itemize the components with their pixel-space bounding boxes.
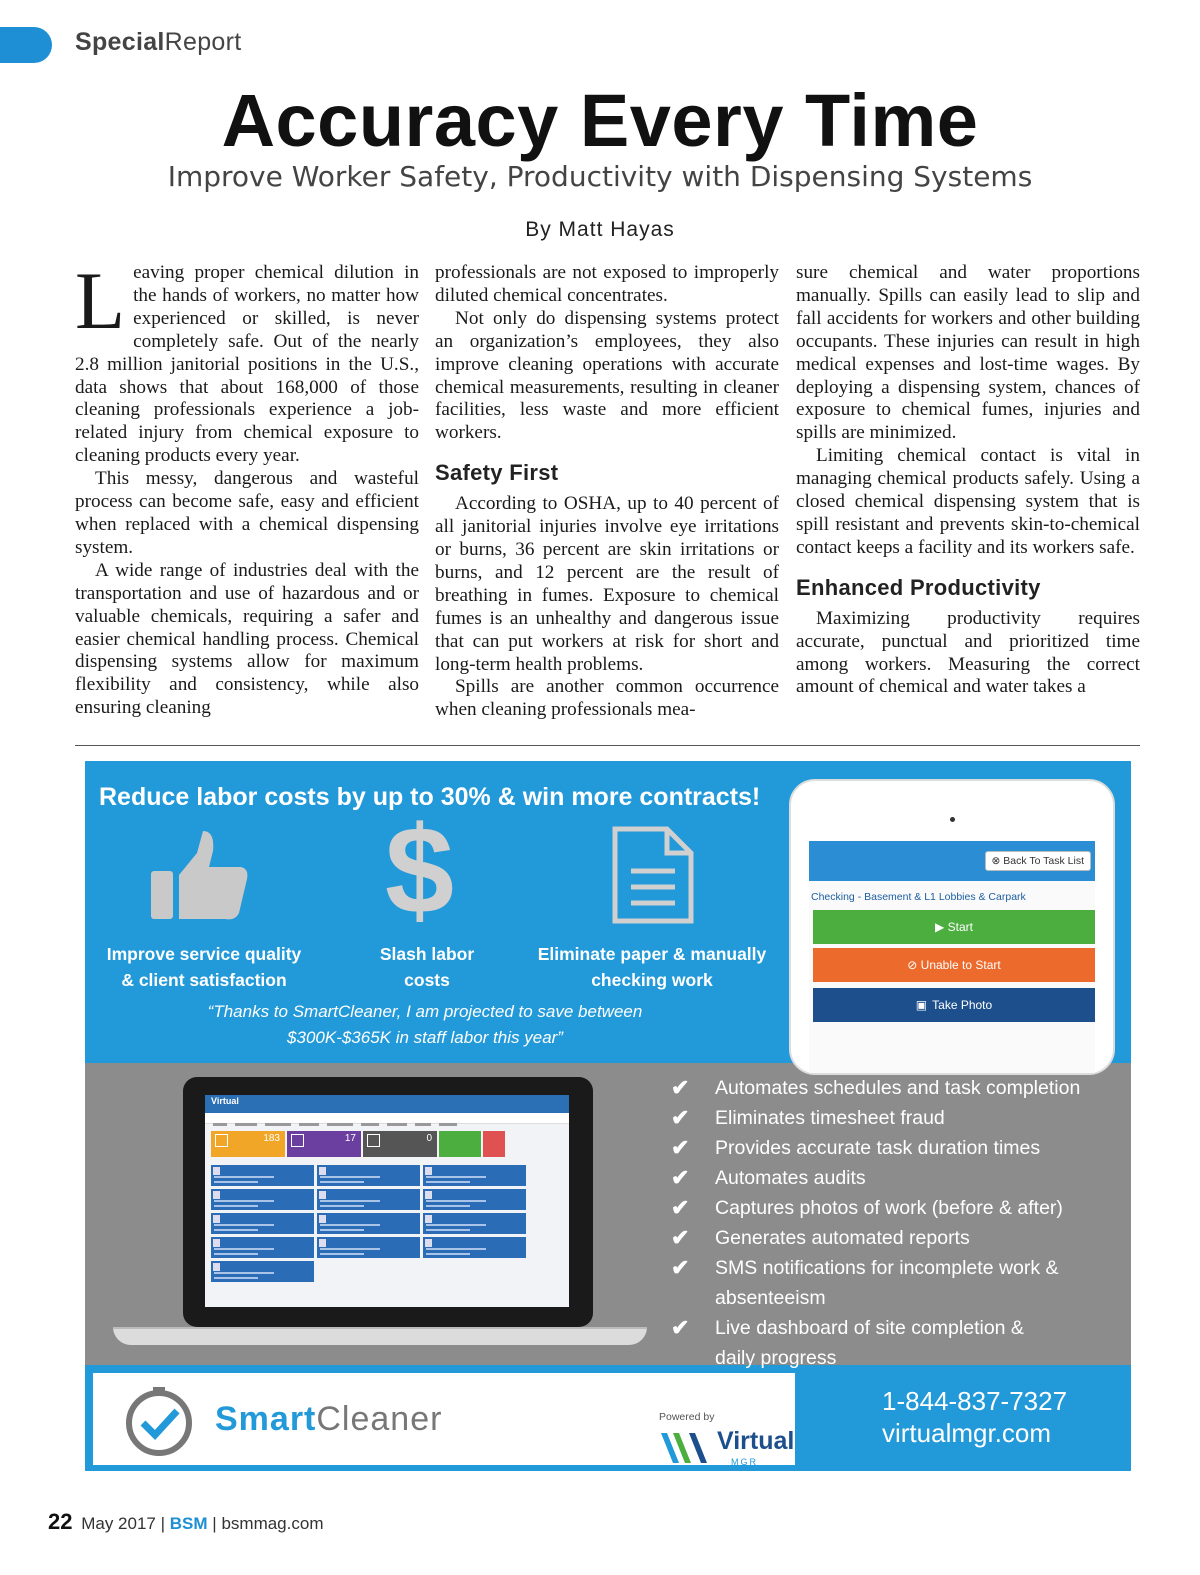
phone-number[interactable]: 1-844-837-7327: [882, 1386, 1068, 1416]
article-subtitle: Improve Worker Safety, Productivity with Dispensing Systems: [167, 160, 1033, 193]
feature-checklist: [671, 1073, 1111, 1373]
checkmark-icon: ✔: [671, 1105, 690, 1130]
checkmark-icon: ✔: [671, 1165, 690, 1190]
smartcleaner-logo: SmartCleaner: [215, 1400, 443, 1438]
staff-card: [317, 1165, 420, 1186]
feature-service-quality: Improve service quality & client satisfaction: [106, 944, 302, 990]
laptop-dashboard: [205, 1095, 569, 1307]
kpi-tile: 0: [363, 1131, 437, 1157]
ad-brand-strip: [93, 1373, 795, 1465]
take-photo-button[interactable]: ▣ Take Photo: [813, 988, 1095, 1022]
clock-check-icon: [121, 1383, 197, 1459]
checklist-item: ✔ SMS notifications for incomplete work & absenteeism: [671, 1255, 1059, 1309]
paragraph: professionals are not exposed to improperly diluted chemical concentrates.: [435, 262, 779, 306]
laptop-base: [113, 1327, 647, 1345]
staff-card: [317, 1213, 420, 1234]
ad-headline: Reduce labor costs by up to 30% & win more contracts!: [99, 783, 761, 811]
magazine-site[interactable]: bsmmag.com: [221, 1514, 324, 1533]
checkmark-icon: ✔: [671, 1315, 690, 1340]
staff-card: [211, 1189, 314, 1210]
column-2: [435, 262, 779, 740]
camera-dot: [950, 817, 955, 822]
staff-card: [423, 1237, 526, 1258]
tablet-screen: [809, 841, 1095, 1073]
column-1: [75, 262, 419, 740]
ad-contact[interactable]: [882, 1385, 1067, 1449]
magazine-name: BSM: [169, 1514, 208, 1533]
paragraph: sure chemical and water proportions manually. Spills can easily lead to slip and fall accidents for workers and other building occupants. These injuries can result in high medical expenses and lost-time wages. By deploying a dispensing system, chances of exposure to chemical fumes, injuries and spills are minimized.: [796, 262, 1140, 444]
paragraph: Leaving proper chemical dilution in the hands of workers, no matter how experienced or skilled, is never completely safe. Out of the nearly 2.8 million janitorial positions in the U.S., data shows that about 168,000 of those cleaning professionals experience a job-related injury from chemical exposure to cleaning products every year.: [75, 262, 419, 467]
dashboard-topbar: [205, 1095, 569, 1113]
checklist-item: ✔ Eliminates timesheet fraud: [671, 1103, 1111, 1133]
staff-card: [423, 1189, 526, 1210]
website-link[interactable]: virtualmgr.com: [882, 1418, 1052, 1448]
staff-card: [423, 1213, 526, 1234]
kpi-tile: 17: [287, 1131, 361, 1157]
checkmark-icon: ✔: [671, 1195, 690, 1220]
subheading-enhanced-productivity: Enhanced Productivity: [796, 574, 1041, 600]
dropcap: L: [75, 262, 126, 346]
checklist-item: ✔ Captures photos of work (before & after): [671, 1193, 1111, 1223]
kpi-tile: [483, 1131, 505, 1157]
testimonial-quote: “Thanks to SmartCleaner, I am projected to save between $300K-$365K in staff labor this year”: [207, 1002, 643, 1047]
virtualmgr-sub: MGR: [731, 1457, 758, 1467]
feature-eliminate-paper: Eliminate paper & manually checking work: [537, 944, 767, 990]
checkmark-icon: ✔: [671, 1135, 690, 1160]
checkmark-icon: ✔: [671, 1225, 690, 1250]
document-icon: [611, 825, 695, 925]
thumbs-up-icon: [147, 827, 251, 923]
checkmark-icon: ✔: [671, 1255, 690, 1280]
section-label: SpecialReport: [75, 28, 242, 56]
page-number: 22: [48, 1509, 73, 1534]
paragraph: Not only do dispensing systems protect an organization’s employees, they also improve cleaning operations with accurate chemical measurements, resulting in cleaner facilities, less waste and more efficient workers.: [435, 307, 779, 444]
laptop-mockup: [113, 1077, 647, 1349]
tablet-mockup: [789, 779, 1115, 1075]
checklist-item: ✔ Provides accurate task duration times: [671, 1133, 1111, 1163]
checklist-item: ✔ Automates schedules and task completion: [671, 1073, 1111, 1103]
checklist-item: ✔ Live dashboard of site completion & daily progress: [671, 1315, 1024, 1369]
staff-card: [211, 1165, 314, 1186]
paragraph: Maximizing productivity requires accurate, punctual and prioritized time among workers. Measuring the correct amount of chemical and water takes a: [796, 607, 1140, 698]
task-title: Checking - Basement & L1 Lobbies & Carpark: [811, 891, 1026, 903]
feature-slash-labor: Slash labor costs: [379, 944, 475, 990]
checklist-item: ✔ Automates audits: [671, 1163, 1111, 1193]
tablet-header: [809, 841, 1095, 881]
start-button[interactable]: ▶ Start: [813, 910, 1095, 944]
staff-card: [423, 1165, 526, 1186]
section-tab: [0, 27, 52, 63]
staff-card: [211, 1237, 314, 1258]
virtualmgr-wordmark: Virtual: [717, 1427, 795, 1455]
kpi-tile: [439, 1131, 481, 1157]
page-footer: 22 May 2017 | BSM | bsmmag.com: [48, 1509, 324, 1534]
smartcleaner-ad[interactable]: [85, 761, 1131, 1471]
camera-icon: ▣: [915, 998, 928, 1012]
dollar-icon: $: [385, 802, 454, 940]
column-3: [796, 262, 1140, 740]
back-to-task-list-button[interactable]: ⊗ Back To Task List: [985, 851, 1091, 871]
checkmark-icon: ✔: [671, 1075, 690, 1100]
checklist-item: ✔ Generates automated reports: [671, 1223, 1111, 1253]
staff-card: [211, 1261, 314, 1282]
staff-card: [317, 1189, 420, 1210]
paragraph: This messy, dangerous and wasteful process can become safe, easy and efficient when replaced with a chemical dispensing system.: [75, 468, 419, 558]
unable-to-start-button[interactable]: ⊘ Unable to Start: [813, 948, 1095, 982]
issue-date: May 2017: [81, 1514, 156, 1533]
paragraph: A wide range of industries deal with the transportation and use of hazardous and or valuable chemicals, requiring a safer and easier chemical handling process. Chemical dispensing systems allow for maximum flexibility and consistency, while also ensuring cleaning: [75, 559, 419, 719]
powered-by-label: Powered by: [659, 1411, 715, 1423]
subheading-safety-first: Safety First: [435, 460, 559, 486]
staff-card: [317, 1237, 420, 1258]
dashboard-logo: Virtual: [211, 1096, 239, 1106]
ad-bottom-panel: [85, 1365, 1131, 1471]
paragraph: Limiting chemical contact is vital in managing chemical products safely. Using a closed chemical dispensing system that is spill resistant and prevents skin-to-chemical contact keeps a facility and its workers safe.: [796, 445, 1140, 558]
paragraph: Spills are another common occurrence when cleaning professionals mea-: [435, 676, 779, 721]
paragraph: According to OSHA, up to 40 percent of all janitorial injuries involve eye irritations or burns, 36 percent are skin irritations or burns, and 12 percent are the result of breathing in fumes. Exposure to chemical fumes is an unhealthy and dangerous issue that can put workers at risk for short and long-term health problems.: [435, 493, 779, 675]
article-byline: By Matt Hayas: [525, 218, 675, 241]
divider: [75, 745, 1140, 746]
article-title: Accuracy Every Time: [221, 79, 979, 162]
staff-card: [211, 1213, 314, 1234]
dashboard-nav: [205, 1113, 569, 1124]
kpi-tile: 183: [211, 1131, 285, 1157]
